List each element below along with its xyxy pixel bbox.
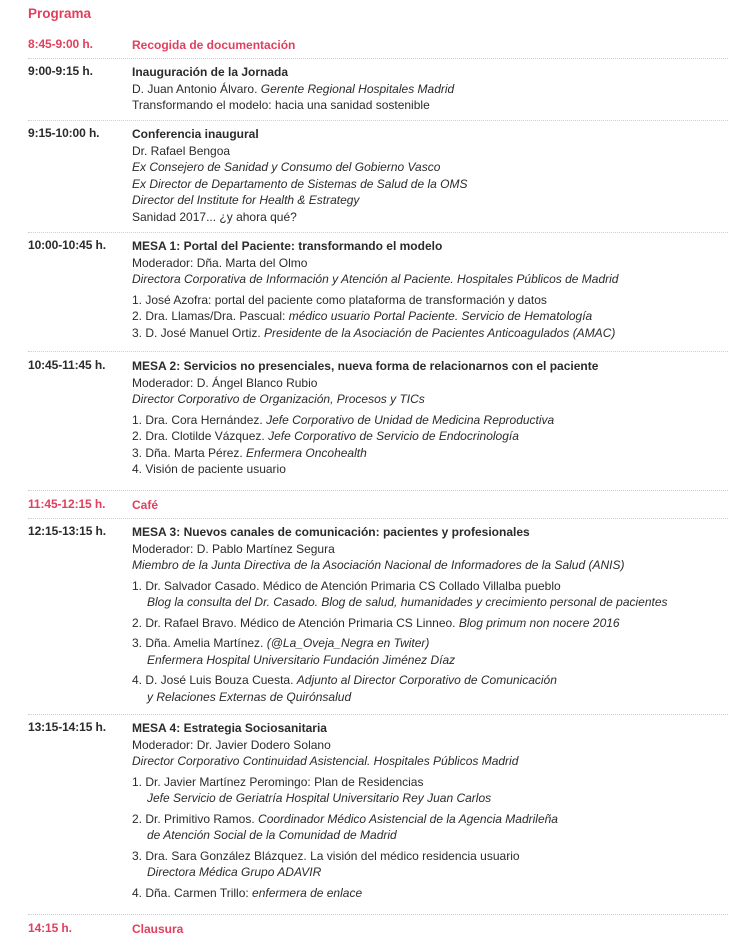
moderator-role: Director Corporativo Continuidad Asistencial. Hospitales Públicos Madrid (132, 754, 519, 768)
moderator-role: Director Corporativo de Organización, Procesos y TICs (132, 392, 425, 406)
talk-title: Sanidad 2017... ¿y ahora qué? (132, 209, 297, 224)
session-title: MESA 1: Portal del Paciente: transformando el modelo (132, 239, 443, 253)
moderator-role: Directora Corporativa de Información y Atención al Paciente. Hospitales Públicos de Madrid (132, 272, 619, 286)
list-item: 2. Dr. Primitivo Ramos. Coordinador Médico Asistencial de la Agencia Madrileña (132, 811, 558, 826)
list-item-detail: Enfermera Hospital Universitario Fundación Jiménez Díaz (147, 652, 456, 667)
divider (28, 120, 728, 121)
divider (28, 351, 728, 352)
list-item: 4. Dña. Carmen Trillo: enfermera de enlace (132, 885, 363, 900)
moderator-role: Miembro de la Junta Directiva de la Asociación Nacional de Informadores de la Salud (ANIS) (132, 558, 625, 572)
list-item: 3. Dra. Sara González Blázquez. La visión del médico residencia usuario (132, 848, 520, 863)
speaker-name: D. Juan Antonio Álvaro. (132, 81, 258, 96)
list-item: 2. Dra. Clotilde Vázquez. Jefe Corporativo de Servicio de Endocrinología (132, 429, 519, 443)
list-item: 3. D. José Manuel Ortiz. Presidente de la Asociación de Pacientes Anticoagulados (AMAC) (132, 325, 616, 340)
speaker-role: Ex Consejero de Sanidad y Consumo del Gobierno Vasco (132, 160, 441, 174)
divider (28, 714, 728, 715)
session-title: Café (132, 498, 159, 512)
session-time: 10:45-11:45 h. (28, 358, 106, 372)
session-time: 10:00-10:45 h. (28, 238, 106, 252)
moderator: Moderador: D. Ángel Blanco Rubio (132, 375, 318, 390)
session-time: 12:15-13:15 h. (28, 524, 106, 538)
list-item-detail: Directora Médica Grupo ADAVIR (147, 865, 322, 879)
session-time: 9:15-10:00 h. (28, 126, 100, 140)
list-item: 4. D. José Luis Bouza Cuesta. Adjunto al Director Corporativo de Comunicación (132, 673, 557, 687)
session-time: 8:45-9:00 h. (28, 37, 93, 51)
moderator: Moderador: Dña. Marta del Olmo (132, 255, 308, 270)
list-item: 1. Dra. Cora Hernández. Jefe Corporativo de Unidad de Medicina Reproductiva (132, 412, 555, 427)
session-title: MESA 3: Nuevos canales de comunicación: pacientes y profesionales (132, 525, 530, 539)
session-time: 11:45-12:15 h. (28, 497, 106, 511)
list-item: 3. Dña. Amelia Martínez. (@La_Oveja_Negra en Twiter) (132, 636, 430, 650)
session-title: Recogida de documentación (132, 38, 296, 52)
list-item: 2. Dra. Llamas/Dra. Pascual: médico usuario Portal Paciente. Servicio de Hematología (132, 309, 593, 323)
session-title: Clausura (132, 922, 184, 936)
program-title: Programa (28, 6, 92, 21)
list-item: 1. Dr. Salvador Casado. Médico de Atención Primaria CS Collado Villalba pueblo (132, 578, 561, 593)
session-title: Inauguración de la Jornada (132, 65, 289, 79)
session-title: MESA 2: Servicios no presenciales, nueva forma de relacionarnos con el paciente (132, 359, 599, 373)
speaker-role: Gerente Regional Hospitales Madrid (260, 81, 455, 96)
list-item: 1. José Azofra: portal del paciente como plataforma de transformación y datos (132, 292, 547, 307)
divider (28, 914, 728, 915)
speaker-name: Dr. Rafael Bengoa (132, 143, 231, 158)
divider (28, 518, 728, 519)
divider (28, 232, 728, 233)
list-item: 1. Dr. Javier Martínez Peromingo: Plan de Residencias (132, 774, 424, 789)
speaker-role: Director del Institute for Health & Estrategy (132, 193, 360, 207)
session-time: 9:00-9:15 h. (28, 64, 93, 78)
moderator: Moderador: D. Pablo Martínez Segura (132, 541, 335, 556)
list-item-detail: Blog la consulta del Dr. Casado. Blog de salud, humanidades y crecimiento personal de pacientes (147, 595, 668, 609)
session-title: Conferencia inaugural (132, 127, 259, 141)
divider (28, 490, 728, 491)
speaker-role: Ex Director de Departamento de Sistemas de Salud de la OMS (132, 176, 468, 191)
list-item: 3. Dña. Marta Pérez. Enfermera Oncohealth (132, 445, 367, 460)
speaker (132, 81, 730, 98)
session-title: MESA 4: Estrategia Sociosanitaria (132, 721, 327, 735)
list-item: 2. Dr. Rafael Bravo. Médico de Atención Primaria CS Linneo. Blog primum non nocere 2016 (132, 615, 620, 630)
list-item-detail: Jefe Servicio de Geriatría Hospital Universitario Rey Juan Carlos (147, 791, 492, 805)
talk-title: Transformando el modelo: hacia una sanidad sostenible (132, 98, 430, 112)
moderator: Moderador: Dr. Javier Dodero Solano (132, 737, 331, 752)
list-item: 4. Visión de paciente usuario (132, 462, 286, 476)
divider (28, 58, 728, 59)
list-item-detail: de Atención Social de la Comunidad de Madrid (147, 828, 397, 842)
session-time: 14:15 h. (28, 921, 72, 935)
session-time: 13:15-14:15 h. (28, 720, 106, 734)
list-item-detail: y Relaciones Externas de Quirónsalud (147, 689, 352, 704)
